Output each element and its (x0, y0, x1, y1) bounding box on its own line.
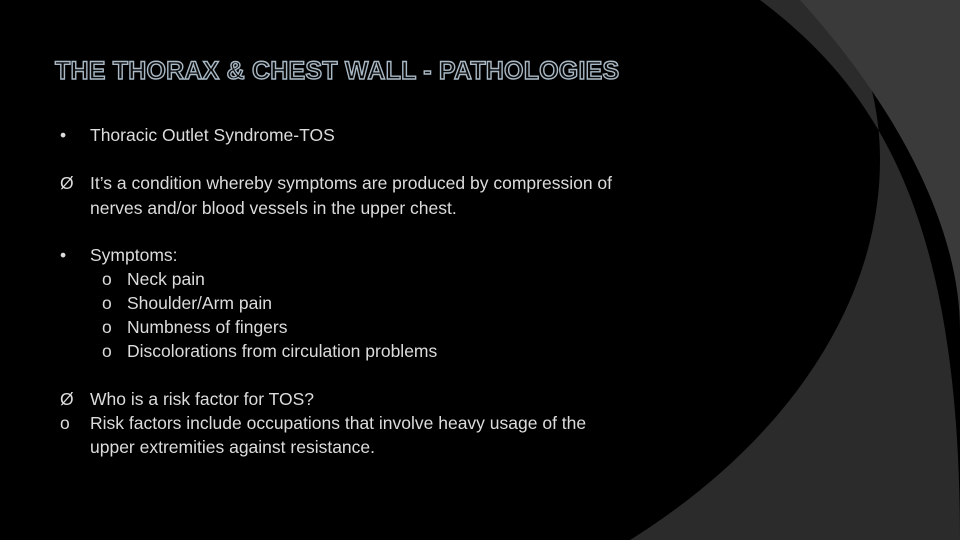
symptom-item: Shoulder/Arm pain (127, 293, 272, 313)
symptoms-heading: Symptoms: (90, 245, 178, 265)
arrow-bullet-icon: Ø (60, 173, 74, 193)
risk-answer-line-1: Risk factors include occupations that involve heavy usage of the (90, 413, 587, 433)
definition-line-1: It’s a condition whereby symptoms are produced by compression of (90, 173, 613, 193)
definition-line-2: nerves and/or blood vessels in the upper chest. (90, 198, 457, 218)
bullet-dot-icon: • (60, 125, 67, 145)
symptom-item: Neck pain (127, 269, 205, 289)
slide-title: THE THORAX & CHEST WALL - PATHOLOGIES (55, 57, 620, 85)
arrow-bullet-icon: Ø (60, 389, 74, 409)
circle-bullet-icon: o (102, 269, 112, 289)
circle-bullet-icon: o (60, 413, 70, 433)
risk-answer-line-2: upper extremities against resistance. (90, 437, 375, 457)
symptom-item: Discolorations from circulation problems (127, 341, 438, 361)
symptom-item: Numbness of fingers (127, 317, 288, 337)
tos-heading: Thoracic Outlet Syndrome-TOS (90, 125, 335, 145)
circle-bullet-icon: o (102, 341, 112, 361)
circle-bullet-icon: o (102, 293, 112, 313)
bullet-dot-icon: • (60, 245, 67, 265)
circle-bullet-icon: o (102, 317, 112, 337)
risk-question: Who is a risk factor for TOS? (90, 389, 315, 409)
